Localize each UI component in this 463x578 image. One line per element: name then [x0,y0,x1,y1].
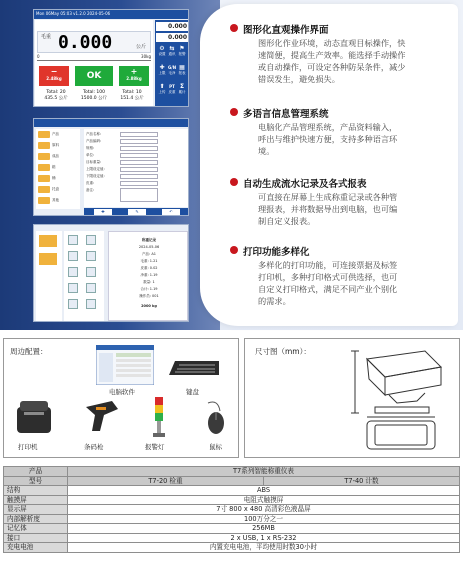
feature-text: 的需求。 [258,296,291,306]
accessories-title: 周边配置： [10,347,48,356]
table-row [4,467,460,477]
high-limit-value: 2.88kg [126,76,142,81]
sum-icon[interactable]: Σ 累计 [178,83,186,94]
keyboard-icon [167,359,221,377]
document-icon[interactable] [86,235,96,245]
feature-text: 制自定义报表。 [258,216,316,226]
folder-icon [38,197,50,204]
scale-max: 30kg [141,54,151,59]
accessories-box [3,338,239,458]
weight-scale [37,55,151,61]
table-row [4,533,460,543]
weight-display [37,31,151,53]
document-icon[interactable] [86,267,96,277]
back-button[interactable]: ↶ [162,209,180,215]
status-bar [34,10,189,19]
folder-icon [38,142,50,149]
form-field[interactable]: 皮重: [86,181,186,186]
document-icon[interactable] [68,267,78,277]
list-item[interactable]: 成品 [36,151,80,161]
edit-button[interactable]: ✎ [128,209,146,215]
list-item[interactable]: 产品 [36,129,80,139]
scale-min: 0 [37,54,40,59]
weighing-main [35,20,153,106]
feature-title: 多语言信息管理系统 [243,109,329,120]
report-line: 2024-05-06 [138,245,160,249]
feature-text: 自定义打印格式，满足不同产业个别化 [258,284,398,294]
table-row [4,495,460,505]
spec-value: 内置充电电池，平均使用时数30小时 [68,543,460,553]
table-row [4,476,460,486]
spec-key: 触摸屏 [4,495,68,505]
spec-key: 结构 [4,486,68,496]
stat-weight: 151.4 公斤 [120,96,144,101]
feature-text: 错误发生，避免损失。 [258,74,340,84]
folder-icon [38,131,50,138]
add-button[interactable]: ✚ [94,209,112,215]
spec-key: 记忆体 [4,524,68,534]
feature-text: 可直接在屏幕上生成称重记录或各种管 [258,192,398,202]
report-line: 皮重: 0.02 [140,266,158,270]
folder-icon [38,186,50,193]
stat-item [37,90,75,102]
table-row [4,514,460,524]
plus-icon[interactable]: ✚ 上限 [158,64,166,75]
upload-icon[interactable]: ⬆ 上传 [158,83,166,94]
table-row [4,543,460,553]
report-line: 产品: A1 [142,252,156,256]
spec-table [3,466,460,553]
form-field[interactable]: 规格: [86,146,186,151]
dimension-title: 尺寸图（mm）： [255,347,311,356]
feature-text: 打印机，多种打印格式可供选择，也可 [258,272,398,282]
product-screen-shot [33,118,189,216]
status-text: Mon 06May 05:03 v1.2.0 2024-05-06 [36,11,111,16]
spec-value: 256MB [68,524,460,534]
feature-text: 速简便，提高生产效率。能选择手动操作 [258,50,406,60]
accessory-label: 报警灯 [145,443,165,451]
report-line: 称重记录 [142,238,156,242]
spec-key: 充电电池 [4,543,68,553]
feature-title: 自动生成流水记录及各式报表 [243,179,367,190]
document-icon[interactable] [68,235,78,245]
product-form [84,129,188,207]
document-icon[interactable] [68,251,78,261]
feature-title: 打印功能多样化 [243,247,310,258]
settings-icon[interactable]: ⚙ 设置 [158,45,166,56]
spec-value: 2 x USB, 1 x RS-232 [68,533,460,543]
dimension-box [244,338,460,458]
spec-value: 7寸 800 x 480 高清彩色液晶屏 [68,505,460,515]
form-toolbar [84,208,188,216]
form-field[interactable]: 产品编码: [86,139,186,144]
stat-item [75,90,113,102]
spec-value: T7-20 检重 [68,476,264,486]
feature-title: 图形化直观操作界面 [243,25,329,36]
form-field[interactable]: 上限设定值: [86,167,186,172]
spec-key: 接口 [4,533,68,543]
stat-item [113,90,151,102]
status-bar [34,119,189,127]
report-line: 操作员: 001 [139,294,159,298]
report-icon[interactable]: ▦ 报表 [178,64,186,75]
comm-icon[interactable]: ⇆ 通讯 [168,45,176,56]
gross-net-icon[interactable]: G/N 毛净 [167,65,177,75]
tare-icon[interactable]: PT 皮重 [168,84,176,94]
feature-text: 境。 [258,146,275,156]
report-screen-shot [33,224,189,322]
document-icon[interactable] [86,283,96,293]
mouse-icon [204,401,228,435]
folder-icon [38,175,50,182]
stat-weight: 1500.0 公斤 [80,96,108,101]
weight-value: 0.000 [58,32,113,53]
low-limit-value: 2.48kg [46,76,62,81]
list-item[interactable]: 箱 [36,162,80,172]
stat-count: Total: 20 [46,90,66,95]
bullet-icon [230,24,238,32]
list-item[interactable]: 托盘 [36,184,80,194]
alarm-light-icon [152,395,166,439]
feature-text: 电脑化产品管理系统，产品资料输入， [258,122,398,132]
weighing-screen-shot [33,9,189,107]
feature-text: 多样化的打印功能，可连接票据及标签 [258,260,398,270]
spec-value: T7系列智能称重仪表 [68,467,460,477]
table-row [4,505,460,515]
product-list [36,129,80,209]
feature-text: 呼出与维护快速方便，支持多种语言环 [258,134,398,144]
bullet-icon [230,178,238,186]
accessory-label: 键盘 [186,388,199,396]
side-panel [155,20,189,106]
accessory-label: 电脑软件 [109,388,135,396]
list-item[interactable]: 桶 [36,173,80,183]
folder-icon [38,164,50,171]
stat-count: Total: 100 [82,90,106,95]
spec-key: 内部解析度 [4,514,68,524]
spec-value: ABS [68,486,460,496]
report-line: 毛重: 1.21 [140,259,158,263]
list-item[interactable]: 其他 [36,195,80,205]
feature-text: 理报表，并将数据导出到电脑，也可编 [258,204,398,214]
printer-icon [14,397,54,435]
dimension-drawing [345,345,453,455]
report-preview [108,231,188,321]
document-icon[interactable] [86,251,96,261]
feature-text: 图形化作业环境，动态直观目标操作，快 [258,38,406,48]
form-field[interactable]: 下限设定值: [86,174,186,179]
report-sidebar [36,231,62,321]
high-limit-button[interactable]: + 2.88kg [119,66,149,86]
form-field[interactable]: 产品名称: [86,132,186,137]
form-field[interactable]: 单位: [86,153,186,158]
pc-software-icon [96,345,154,385]
report-line: 2000 kg [141,304,157,308]
side-value-1: 0.000 [156,22,188,31]
ok-button[interactable]: OK [75,66,113,86]
bullet-icon [230,246,238,254]
document-icon[interactable] [86,299,96,309]
spec-value: 电阻式触摸屏 [68,495,460,505]
alarm-icon[interactable]: ⚑ 报警 [178,45,186,56]
accessory-label: 条码枪 [84,443,104,451]
bullet-icon [230,108,238,116]
document-icon[interactable] [68,299,78,309]
table-row [4,486,460,496]
form-field[interactable]: 目标重量: [86,160,186,165]
side-value-2: 0.000 [156,33,188,42]
feature-text: 或自动操作，可设定各种防呆条件，减少 [258,62,406,72]
stat-count: Total: 10 [122,90,142,95]
folder-icon[interactable] [39,253,57,265]
accessory-label: 鼠标 [209,443,222,451]
document-icon[interactable] [68,283,78,293]
spec-key: 型号 [4,476,68,486]
weight-label: 毛重 [41,34,52,40]
report-line: 数量: 1 [143,280,155,284]
folder-icon [38,153,50,160]
low-limit-button[interactable]: − 2.48kg [39,66,69,86]
report-line: 合计: 1.19 [140,287,158,291]
stat-weight: 435.5 公斤 [44,96,68,101]
table-row [4,524,460,534]
list-item[interactable]: 原料 [36,140,80,150]
spec-value: T7-40 计数 [263,476,459,486]
weight-unit: 公斤 [135,44,146,50]
folder-icon[interactable] [39,235,57,247]
spec-key: 产品 [4,467,68,477]
report-line: 净重: 1.19 [140,273,158,277]
report-files [64,231,104,321]
accessory-label: 打印机 [18,443,38,451]
spec-value: 100万分之一 [68,514,460,524]
spec-key: 显示屏 [4,505,68,515]
barcode-scanner-icon [82,397,122,435]
form-field[interactable]: 备注: [86,188,186,193]
